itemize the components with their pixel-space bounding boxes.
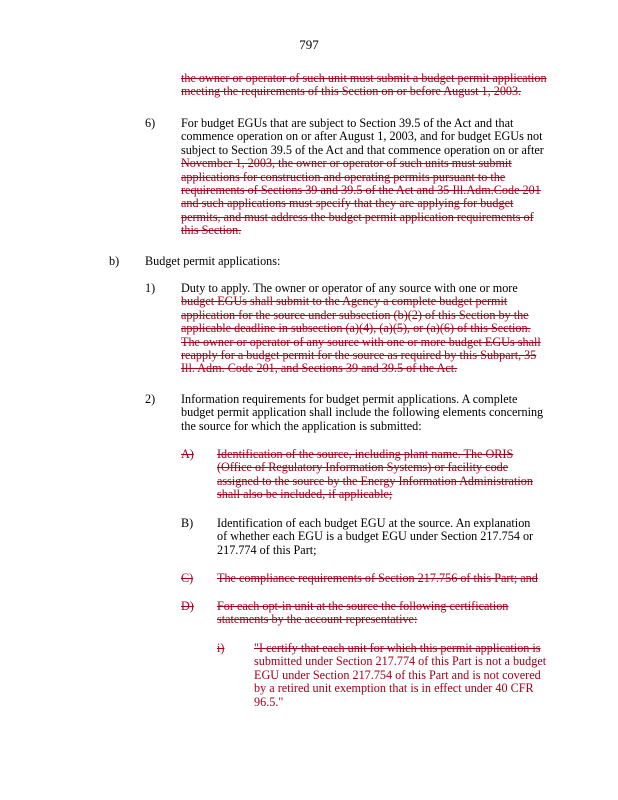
item-c-text: The compliance requirements of Section 217.756 of this Part; and (217, 571, 538, 585)
struck-line: this Section. (181, 223, 242, 238)
struck-line: applicable deadline in subsection (a)(4), (a)(5), or (a)(6) of this Section. (181, 321, 531, 336)
text-line: Information requirements for budget permit applications. A complete (181, 392, 518, 406)
item-2-number: 2) (145, 392, 156, 406)
text-line: Duty to apply. The owner or operator of any source with one or more (181, 281, 518, 295)
text-line: budget permit application shall include the following elements concerning (181, 405, 544, 420)
struck-line: shall also be included, if applicable; (217, 487, 393, 502)
struck-line: The owner or operator of any source with one or more budget EGUs shall (181, 334, 541, 349)
item-i-numeral: i) (217, 641, 225, 655)
struck-line: requirements of Sections 39 and 39.5 of the Act and 35 Ill.Adm.Code 201 (181, 183, 541, 198)
text-line: For budget EGUs that are subject to Section 39.5 of the Act and that (181, 116, 514, 130)
struck-line: Identification of the source, including plant name. The ORIS (217, 447, 514, 461)
text-line: commence operation on or after August 1, 2003, and for budget EGUs not (181, 129, 543, 144)
item-6-paragraph (181, 117, 544, 238)
text-line: of whether each EGU is a budget EGU under Section 217.754 or (217, 529, 534, 544)
item-1-number: 1) (145, 281, 156, 295)
struck-line: (Office of Regulatory Information Systems) or facility code (217, 460, 509, 475)
text-line: submitted under Section 217.774 of this Part is not a budget (254, 654, 547, 669)
text-line: 96.5." (254, 694, 284, 709)
struck-line: the owner or operator of such unit must submit a budget permit application (181, 71, 547, 85)
item-2-paragraph (181, 393, 543, 433)
text-line: EGU under Section 217.754 of this Part and is not covered (254, 667, 541, 682)
section-b-letter: b) (109, 254, 120, 268)
text-line: the source for which the application is submitted: (181, 418, 422, 433)
struck-line: meeting the requirements of this Section on or before August 1, 2003. (181, 84, 522, 99)
text-line: subject to Section 39.5 of the Act and that commence operation on or after (181, 142, 544, 157)
struck-line: application for the source under subsection (b)(2) of this Section by the (181, 307, 529, 322)
struck-line: budget EGUs shall submit to the Agency a complete budget permit (181, 294, 508, 309)
item-a-paragraph (217, 448, 533, 502)
item-d-letter: D) (181, 599, 194, 613)
item-c-letter: C) (181, 571, 194, 585)
struck-line: assigned to the source by the Energy Information Administration (217, 473, 533, 488)
item-b-paragraph (217, 517, 533, 557)
section-b-heading: Budget permit applications: (145, 254, 281, 268)
item-b-letter: B) (181, 516, 194, 530)
item-6-number: 6) (145, 116, 156, 130)
struck-line: statements by the account representative: (217, 612, 418, 627)
item-i-paragraph (254, 642, 546, 709)
struck-line: November 1, 2003, the owner or operator of such units must submit (181, 156, 512, 171)
page-number: 797 (299, 37, 319, 52)
struck-line: applications for construction and operating permits pursuant to the (181, 169, 506, 184)
item-d-paragraph (217, 600, 508, 627)
struck-line: Ill. Adm. Code 201, and Sections 39 and 39.5 of the Act. (181, 361, 458, 376)
text-line: Identification of each budget EGU at the source. An explanation (217, 516, 531, 530)
struck-line: reapply for a budget permit for the source as required by this Subpart, 35 (181, 348, 537, 363)
struck-line: "I certify that each unit for which this permit application is (254, 641, 541, 655)
item-1-paragraph (181, 282, 541, 376)
struck-line: and such applications must specify that they are applying for budget (181, 196, 514, 211)
item-a-letter: A) (181, 447, 194, 461)
struck-line: For each opt-in unit at the source the following certification (217, 599, 509, 613)
text-line: 217.774 of this Part; (217, 542, 317, 557)
struck-line: permits, and must address the budget permit application requirements of (181, 209, 534, 224)
text-line: by a retired unit exemption that is in effect under 40 CFR (254, 681, 534, 696)
top-continuation-paragraph (181, 72, 547, 99)
